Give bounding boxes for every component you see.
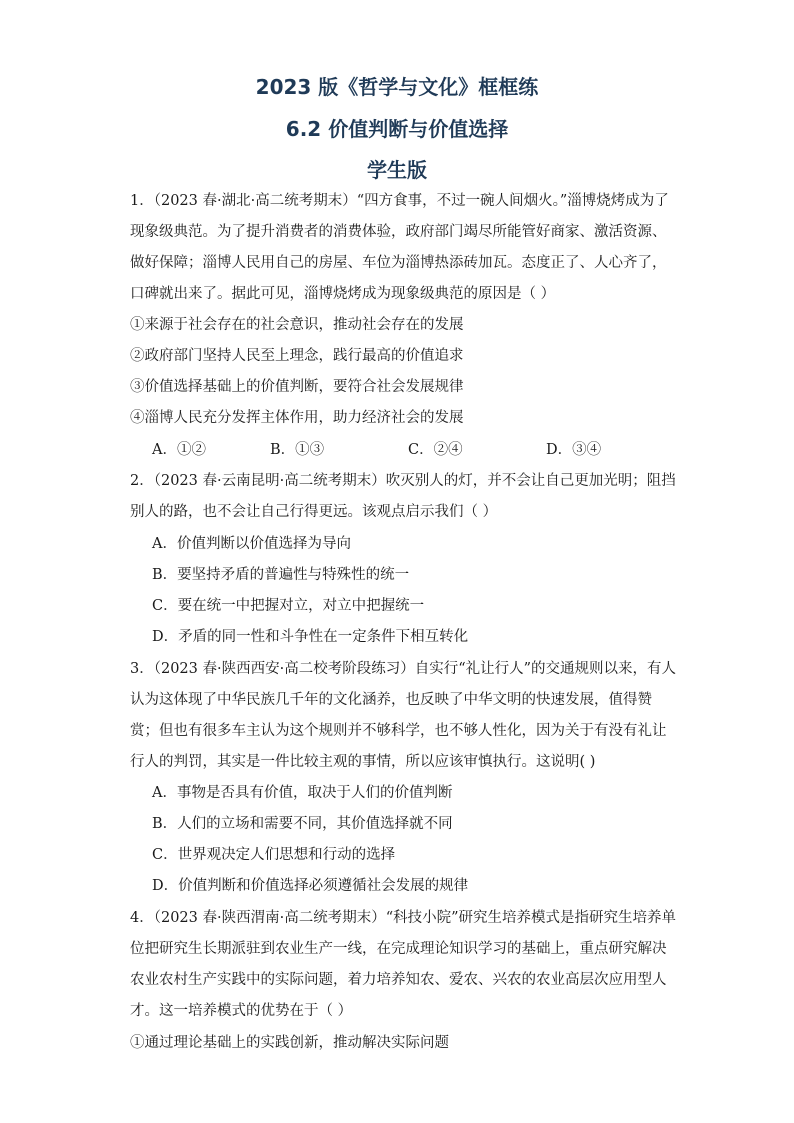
question-text-line: 2．（2023 春·云南昆明·高二统考期末）吹灭别人的灯，并不会让自己更加光明；阻挡 (130, 473, 676, 489)
option-a[interactable]: A．①② (152, 442, 206, 458)
option-d[interactable]: D．价值判断和价值选择必须遵循社会发展的规律 (152, 878, 469, 894)
question-text-line: 3．（2023 春·陕西西安·高二校考阶段练习）自实行“礼让行人”的交通规则以来，有人 (130, 661, 677, 677)
document-subtitle: 6.2 价值判断与价值选择 (285, 117, 509, 141)
statement-item: ③价值选择基础上的价值判断，要符合社会发展规律 (130, 379, 464, 395)
option-b[interactable]: B．①③ (270, 442, 325, 458)
question-text-line: 4．（2023 春·陕西渭南·高二统考期末）“科技小院”研究生培养模式是指研究生培养单 (130, 910, 677, 926)
question-text-line: 别人的路，也不会让自己行得更远。该观点启示我们（ ） (130, 504, 498, 520)
question-text-line: 行人的判罚，其实是一件比较主观的事情，所以应该审慎执行。这说明( ) (130, 754, 596, 770)
question-text-line: 位把研究生长期派驻到农业生产一线，在完成理论知识学习的基础上，重点研究解决 (130, 941, 667, 957)
option-b[interactable]: B．人们的立场和需要不同，其价值选择就不同 (152, 816, 453, 832)
option-a[interactable]: A．事物是否具有价值，取决于人们的价值判断 (152, 785, 453, 801)
question-text-line: 1．（2023 春·湖北·高二统考期末）“四方食事，不过一碗人间烟火。”淄博烧烤成为了 (130, 193, 669, 209)
statement-item: ①通过理论基础上的实践创新，推动解决实际问题 (130, 1035, 449, 1051)
option-a[interactable]: A．价值判断以价值选择为导向 (152, 536, 351, 552)
statement-item: ②政府部门坚持人民至上理念，践行最高的价值追求 (130, 348, 464, 364)
question-text-line: 才。这一培养模式的优势在于（ ） (130, 1003, 353, 1019)
option-d[interactable]: D．③④ (546, 442, 602, 458)
question-text-line: 做好保障；淄博人民用自己的房屋、车位为淄博热添砖加瓦。态度正了、人心齐了， (130, 255, 667, 271)
edition-label: 学生版 (367, 158, 427, 182)
statement-item: ④淄博人民充分发挥主体作用，助力经济社会的发展 (130, 410, 464, 426)
question-text-line: 现象级典范。为了提升消费者的消费体验，政府部门竭尽所能管好商家、激活资源、 (130, 224, 667, 240)
statement-item: ①来源于社会存在的社会意识，推动社会存在的发展 (130, 317, 464, 333)
question-text-line: 赏；但也有很多车主认为这个规则并不够科学，也不够人性化，因为关于有没有礼让 (130, 723, 667, 739)
option-b[interactable]: B．要坚持矛盾的普遍性与特殊性的统一 (152, 567, 410, 583)
question-text-line: 口碑就出来了。据此可见，淄博烧烤成为现象级典范的原因是（ ） (130, 286, 556, 302)
option-d[interactable]: D．矛盾的同一性和斗争性在一定条件下相互转化 (152, 629, 469, 645)
question-text-line: 认为这体现了中华民族几千年的文化涵养，也反映了中华文明的快速发展，值得赞 (130, 692, 652, 708)
option-c[interactable]: C．世界观决定人们思想和行动的选择 (152, 847, 396, 863)
option-c[interactable]: C．②④ (408, 442, 463, 458)
question-text-line: 农业农村生产实践中的实际问题，着力培养知农、爱农、兴农的农业高层次应用型人 (130, 972, 667, 988)
answer-options-row (152, 440, 672, 460)
document-title: 2023 版《哲学与文化》框框练 (255, 75, 539, 99)
option-c[interactable]: C．要在统一中把握对立，对立中把握统一 (152, 598, 425, 614)
